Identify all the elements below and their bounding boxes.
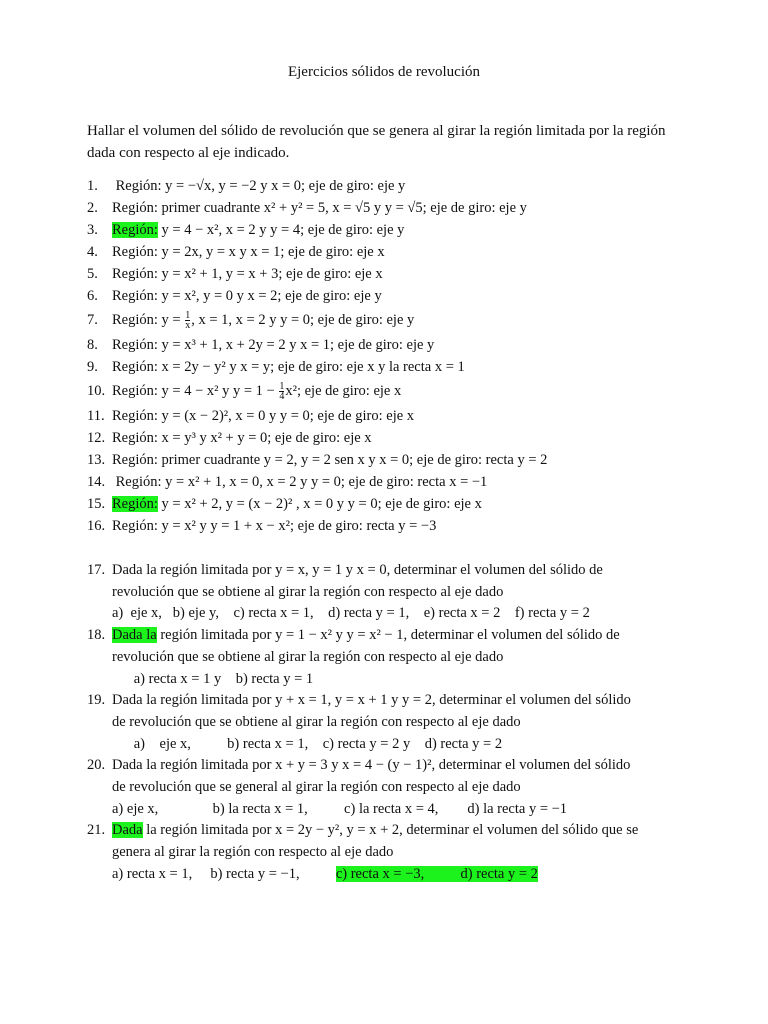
- item-text: Región: y = 2x, y = x y x = 1; eje de giro: eje x: [112, 244, 385, 260]
- list-item: [87, 175, 707, 197]
- exercise-options: [112, 603, 707, 625]
- list-item: [87, 449, 707, 471]
- exercise-line: [112, 560, 707, 582]
- item-number: 2.: [87, 200, 98, 216]
- section-gap: [87, 537, 707, 560]
- fraction-numerator: 1: [185, 310, 191, 322]
- fraction-denominator: 4: [279, 391, 285, 403]
- options-text: a) eje x, b) eje y, c) recta x = 1, d) recta y = 1, e) recta x = 2 f) recta y = 2: [112, 605, 590, 622]
- exercise-text: región limitada por y = 1 − x² y y = x² − 1, determinar el volumen del sólido de: [156, 627, 620, 644]
- item-text: y = 4 − x², x = 2 y y = 4; eje de giro: eje y: [157, 222, 405, 238]
- exercise-line: de revolución que se obtiene al girar la región con respecto al eje dado: [112, 713, 521, 730]
- exercise-body: [87, 625, 707, 690]
- list-item: [87, 378, 707, 405]
- item-text: x²; eje de giro: eje x: [285, 383, 402, 399]
- exercise-options: [112, 864, 707, 886]
- exercise-body: [87, 560, 707, 625]
- highlighted-options: c) recta x = −3, d) recta y = 2: [335, 865, 538, 882]
- item-number: 16.: [87, 518, 106, 534]
- exercise-block: [87, 690, 707, 755]
- item-number: 12.: [87, 430, 106, 446]
- exercise-number: 17.: [87, 562, 106, 578]
- item-number: 10.: [87, 383, 106, 399]
- options-text: a) recta x = 1, b) recta y = −1,: [112, 865, 336, 882]
- item-number: 11.: [87, 408, 105, 424]
- list-item: [87, 493, 707, 515]
- fraction: [279, 382, 284, 401]
- item-text: Región: y = x³ + 1, x + 2y = 2 y x = 1; eje de giro: eje y: [112, 337, 435, 353]
- item-text: Región: y = x² + 1, x = 0, x = 2 y y = 0; eje de giro: recta x = −1: [115, 474, 488, 490]
- exercise-number: 21.: [87, 822, 106, 839]
- exercise-text: Dada la región limitada por y = x, y = 1 y x = 0, determinar el volumen del sólido de: [112, 562, 603, 578]
- item-text: y = x² + 2, y = (x − 2)² , x = 0 y y = 0; eje de giro: eje x: [157, 496, 482, 512]
- list-item: [87, 427, 707, 449]
- exercise-number: 18.: [87, 627, 106, 644]
- exercise-block: [87, 755, 707, 820]
- exercise-options: [112, 799, 707, 821]
- item-number: 1.: [87, 178, 98, 194]
- item-number: 7.: [87, 312, 98, 328]
- item-number: 4.: [87, 244, 98, 260]
- item-number: 13.: [87, 452, 106, 468]
- list-item: [87, 334, 707, 356]
- item-text: Región: y = x² y y = 1 + x − x²; eje de giro: recta y = −3: [112, 518, 437, 534]
- list-item: [87, 307, 707, 334]
- page-title: Ejercicios sólidos de revolución: [287, 64, 481, 80]
- list-item: [87, 515, 707, 537]
- highlighted-text: Dada: [112, 822, 143, 839]
- item-text: Región: x = 2y − y² y x = y; eje de giro: eje x y la recta x = 1: [112, 359, 465, 375]
- list-item: [87, 263, 707, 285]
- list-item: [87, 356, 707, 378]
- item-text: Región: y = −√x, y = −2 y x = 0; eje de giro: eje y: [115, 178, 406, 194]
- item-text: , x = 1, x = 2 y y = 0; eje de giro: eje y: [191, 312, 415, 328]
- exercise-number: 20.: [87, 757, 106, 774]
- options-text: a) eje x, b) recta x = 1, c) recta y = 2 y d) recta y = 2: [112, 735, 503, 752]
- exercise-line: revolución que se obtiene al girar la región con respecto al eje dado: [112, 648, 504, 665]
- exercise-block: [87, 820, 707, 885]
- list-item: [87, 405, 707, 427]
- item-number: 15.: [87, 496, 106, 512]
- item-text: Región: x = y³ y x² + y = 0; eje de giro: eje x: [112, 430, 372, 446]
- list-item: [87, 471, 707, 493]
- item-number: 5.: [87, 266, 98, 282]
- options-text: a) eje x, b) la recta x = 1, c) la recta x = 4, d) la recta y = −1: [112, 800, 568, 817]
- exercise-problems: [87, 560, 707, 886]
- fraction-denominator: x: [185, 320, 191, 332]
- exercise-body: [87, 755, 707, 820]
- numbered-items: [87, 175, 707, 537]
- exercise-line: [112, 755, 707, 777]
- list-item: [87, 241, 707, 263]
- exercise-block: [87, 625, 707, 690]
- options-text: a) recta x = 1 y b) recta y = 1: [112, 670, 314, 687]
- exercise-number: 19.: [87, 692, 106, 709]
- item-text: Región: y = x² + 1, y = x + 3; eje de giro: eje x: [112, 266, 383, 282]
- item-number: 8.: [87, 337, 98, 353]
- highlighted-text: Región:: [112, 222, 158, 238]
- item-number: 3.: [87, 222, 98, 238]
- intro-paragraph: Hallar el volumen del sólido de revolución que se genera al girar la región limitada por la región dada con respecto al eje indicado.: [87, 123, 666, 161]
- exercise-body: [87, 690, 707, 755]
- item-number: 14.: [87, 474, 106, 490]
- exercise-line: [112, 625, 707, 647]
- fraction: [185, 311, 190, 330]
- fraction-numerator: 1: [279, 381, 285, 393]
- list-item: [87, 219, 707, 241]
- exercise-options: [112, 734, 707, 756]
- exercise-text: Dada la región limitada por x + y = 3 y x = 4 − (y − 1)², determinar el volumen del sólido: [112, 757, 631, 774]
- exercise-line: revolución que se obtiene al girar la región con respecto al eje dado: [112, 583, 504, 600]
- item-text: Región: primer cuadrante x² + y² = 5, x = √5 y y = √5; eje de giro: eje y: [112, 200, 527, 216]
- exercise-line: [112, 690, 707, 712]
- item-number: 6.: [87, 288, 98, 304]
- item-text: Región: y = 4 − x² y y = 1 −: [112, 383, 279, 399]
- exercise-options: [112, 669, 707, 691]
- exercise-body: [87, 820, 707, 885]
- list-item: [87, 285, 707, 307]
- item-text: Región: y = (x − 2)², x = 0 y y = 0; eje de giro: eje x: [112, 408, 415, 424]
- exercise-line: de revolución que se general al girar la región con respecto al eje dado: [112, 779, 521, 796]
- exercise-line: [112, 820, 707, 842]
- exercise-list: [87, 175, 707, 886]
- item-text: Región: y = x², y = 0 y x = 2; eje de giro: eje y: [112, 288, 382, 304]
- item-text: Región: y =: [112, 312, 185, 328]
- exercise-block: [87, 560, 707, 625]
- item-text: Región: primer cuadrante y = 2, y = 2 sen x y x = 0; eje de giro: recta y = 2: [112, 452, 548, 468]
- item-number: 9.: [87, 359, 98, 375]
- exercise-text: la región limitada por x = 2y − y², y = x + 2, determinar el volumen del sólido que se: [142, 822, 639, 839]
- exercise-text: Dada la región limitada por y + x = 1, y = x + 1 y y = 2, determinar el volumen del sólido: [112, 692, 631, 709]
- exercise-line: genera al girar la región con respecto al eje dado: [112, 844, 394, 861]
- highlighted-text: Región:: [112, 496, 158, 512]
- list-item: [87, 197, 707, 219]
- highlighted-text: Dada la: [112, 627, 157, 644]
